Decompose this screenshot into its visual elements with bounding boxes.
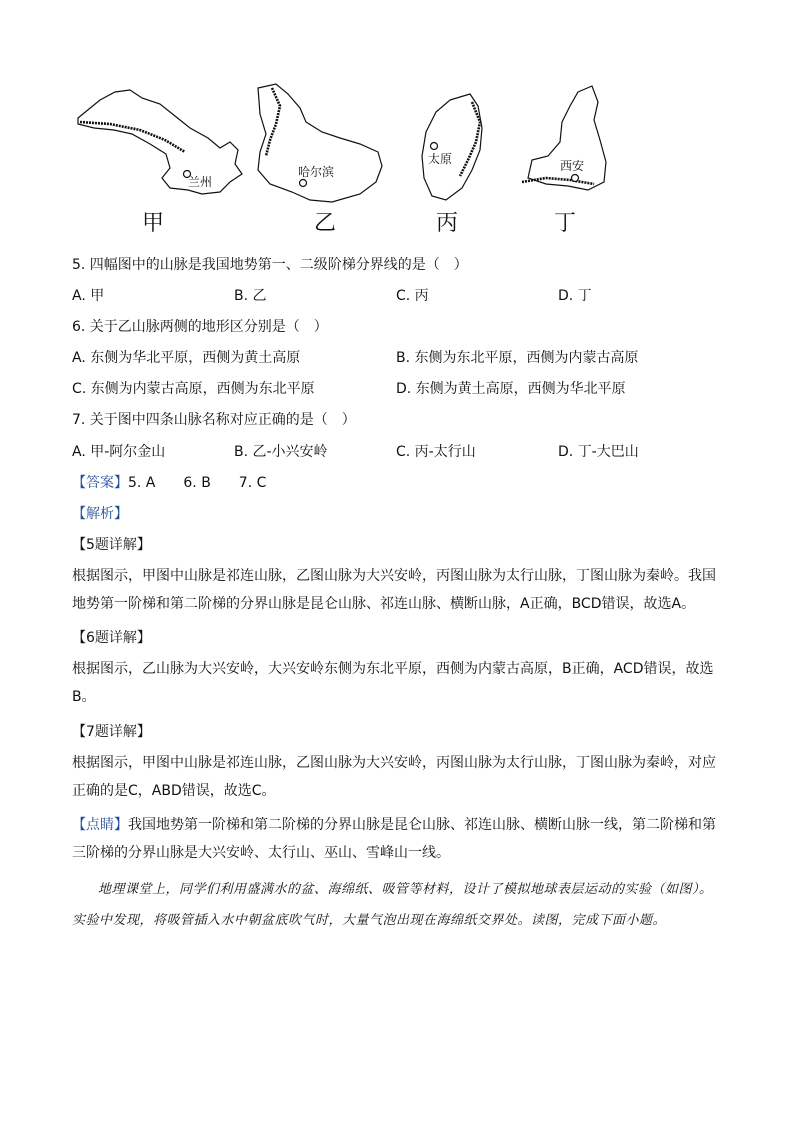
q7-option-b[interactable]: B. 乙-小兴安岭 [234, 444, 328, 460]
q6-option-c[interactable]: C. 东侧为内蒙古高原，西侧为东北平原 [72, 381, 315, 397]
answer-line [72, 473, 266, 493]
q5-option-d[interactable]: D. 丁 [558, 288, 592, 304]
q7-option-d[interactable]: D. 丁-大巴山 [558, 444, 639, 460]
q7-option-c[interactable]: C. 丙-太行山 [396, 444, 476, 460]
answer-tag: 【答案】 [72, 475, 128, 491]
q5-option-b[interactable]: B. 乙 [234, 288, 267, 304]
map-outlines [70, 78, 630, 208]
q6-option-a[interactable]: A. 东侧为华北平原，西侧为黄土高原 [72, 350, 301, 366]
q7-option-a[interactable]: A. 甲-阿尔金山 [72, 444, 166, 460]
analysis-tag: 【解析】 [72, 506, 128, 522]
q7-stem: 7. 关于图中四条山脉名称对应正确的是（ ） [72, 412, 356, 428]
map-ding [522, 86, 606, 190]
city-harbin: 哈尔滨 [298, 165, 335, 179]
map-label-ding: 丁 [554, 211, 577, 236]
reading-passage: 地理课堂上，同学们利用盛满水的盆、海绵纸、吸管等材料，设计了模拟地球表层运动的实验（如图）。实验中发现，将吸管插入水中朝盆底吹气时，大量气泡出现在海绵纸交界处。读图，完成下面小题。 [72, 882, 713, 928]
q6-option-d[interactable]: D. 东侧为黄土高原，西侧为华北平原 [396, 381, 626, 397]
detail6-text: 根据图示，乙山脉为大兴安岭，大兴安岭东侧为东北平原，西侧为内蒙古高原，B正确，ACD错误，故选B。 [72, 661, 714, 705]
detail5-text: 根据图示，甲图中山脉是祁连山脉，乙图山脉为大兴安岭，丙图山脉为太行山脉，丁图山脉为秦岭。我国地势第一阶梯和第二阶梯的分界山脉是昆仑山脉、祁连山脉、横断山脉，A正确，BCD错误，故选A。 [72, 568, 716, 612]
map-yi [258, 84, 382, 202]
city-xian: 西安 [560, 159, 585, 173]
q5-option-c[interactable]: C. 丙 [396, 288, 429, 304]
map-bing [422, 94, 482, 200]
tip-tag: 【点睛】 [72, 817, 128, 833]
map-label-yi: 乙 [314, 211, 337, 236]
answer-text: 5. A 6. B 7. C [128, 475, 267, 491]
tip-block [72, 811, 722, 867]
detail7-title: 【7题详解】 [72, 724, 151, 740]
detail6-title: 【6题详解】 [72, 630, 151, 646]
city-lanzhou: 兰州 [188, 175, 213, 189]
map-figure [70, 78, 630, 238]
detail5-title: 【5题详解】 [72, 537, 151, 553]
city-taiyuan: 太原 [428, 152, 453, 166]
q5-stem: 5. 四幅图中的山脉是我国地势第一、二级阶梯分界线的是（ ） [72, 257, 468, 273]
detail7-text: 根据图示，甲图中山脉是祁连山脉，乙图山脉为大兴安岭，丙图山脉为太行山脉，丁图山脉为秦岭，对应正确的是C，ABD错误，故选C。 [72, 755, 716, 799]
q5-option-a[interactable]: A. 甲 [72, 288, 105, 304]
q6-option-b[interactable]: B. 东侧为东北平原，西侧为内蒙古高原 [396, 350, 639, 366]
map-jia [78, 90, 242, 194]
map-label-bing: 丙 [436, 211, 459, 236]
map-label-jia: 甲 [142, 211, 165, 236]
tip-text: 我国地势第一阶梯和第二阶梯的分界山脉是昆仑山脉、祁连山脉、横断山脉一线，第二阶梯和第三阶梯的分界山脉是大兴安岭、太行山、巫山、雪峰山一线。 [72, 817, 716, 861]
q6-stem: 6. 关于乙山脉两侧的地形区分别是（ ） [72, 319, 328, 335]
